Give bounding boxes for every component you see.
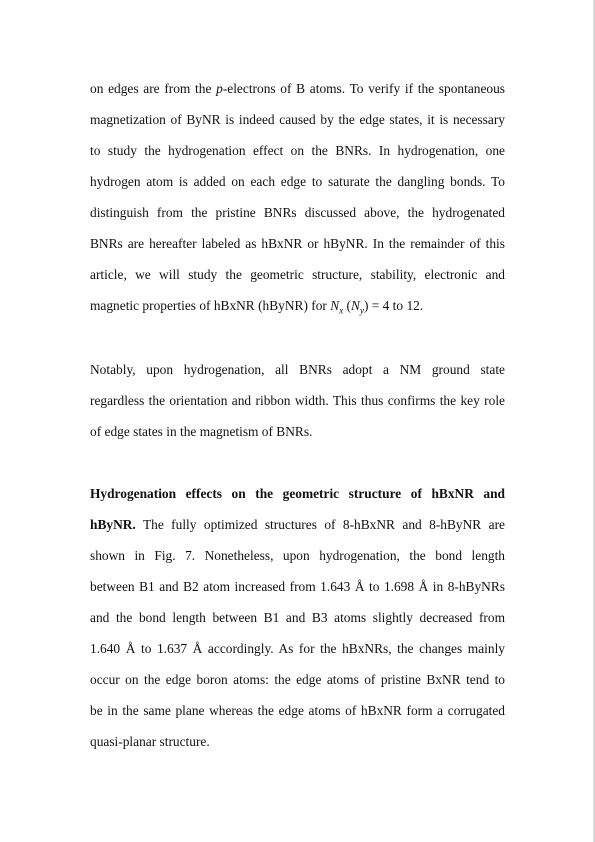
text-line: BNRs are hereafter labeled as hBxNR or hByNR. In the remainder of this — [90, 236, 505, 251]
text-line: magnetic properties of hBxNR (hByNR) for $N_x$ $(N_y) = 4$ to 12. — [90, 298, 424, 316]
text-line: occur on the edge boron atoms: the edge atoms of pristine BxNR tend to — [90, 672, 505, 687]
text-line: shown in Fig. 7. Nonetheless, upon hydrogenation, the bond length — [90, 548, 505, 563]
section-heading: Hydrogenation effects on the geometric structure of hBxNR and — [90, 486, 505, 501]
text-line: distinguish from the pristine BNRs discussed above, the hydrogenated — [90, 205, 505, 220]
text-line: Notably, upon hydrogenation, all BNRs adopt a NM ground state — [90, 362, 505, 377]
text-line: 1.640 Å to 1.637 Å accordingly. As for the hBxNRs, the changes mainly — [90, 641, 505, 656]
text-line: article, we will study the geometric structure, stability, electronic and — [90, 267, 505, 282]
text-line: on edges are from the p-electrons of B atoms. To verify if the spontaneous — [90, 81, 506, 96]
text-line: and the bond length between B1 and B3 atoms slightly decreased from — [90, 610, 505, 625]
text-line: be in the same plane whereas the edge atoms of hBxNR form a corrugated — [90, 703, 505, 718]
text-line: regardless the orientation and ribbon width. This thus confirms the key role — [90, 393, 505, 408]
text-line: magnetization of ByNR is indeed caused by the edge states, it is necessary — [90, 112, 505, 127]
text-line: quasi-planar structure. — [90, 734, 210, 749]
text-line: hByNR. The fully optimized structures of 8-hBxNR and 8-hByNR are — [90, 517, 505, 532]
text-line: between B1 and B2 atom increased from 1.643 Å to 1.698 Å in 8-hByNRs — [90, 579, 505, 594]
text-line: to study the hydrogenation effect on the BNRs. In hydrogenation, one — [90, 143, 505, 158]
text-line: of edge states in the magnetism of BNRs. — [90, 424, 313, 439]
text-line: hydrogen atom is added on each edge to saturate the dangling bonds. To — [90, 174, 505, 189]
